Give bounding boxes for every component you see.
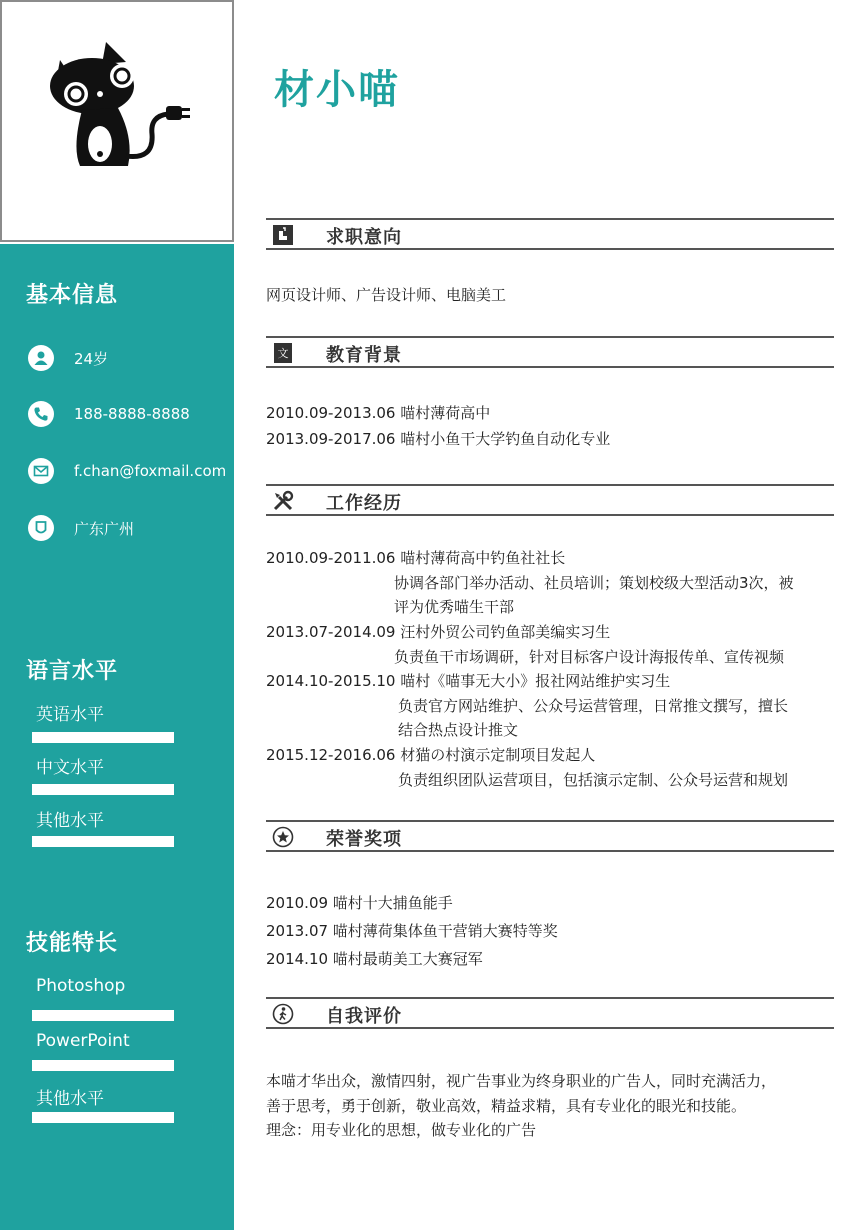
- work-line: 负责官方网站维护、公众号运营管理，日常推文撰写，擅长: [398, 697, 789, 715]
- work-line: 2014.10-2015.10 喵村《喵事无大小》报社网站维护实习生: [266, 672, 671, 690]
- skill-label-photoshop: Photoshop: [36, 976, 126, 996]
- location-icon: [28, 515, 54, 541]
- skill-bar-powerpoint: [32, 1060, 174, 1071]
- skill-label-powerpoint: PowerPoint: [36, 1031, 130, 1051]
- work-line: 结合热点设计推文: [398, 721, 519, 739]
- language-label-english: 英语水平: [36, 705, 104, 725]
- honor-line: 2014.10 喵村最萌美工大赛冠军: [266, 950, 483, 968]
- language-bar-english: [32, 732, 174, 743]
- email-row: [28, 457, 226, 485]
- mail-icon: [28, 458, 54, 484]
- person-icon: [28, 345, 54, 371]
- language-heading: 语言水平: [26, 659, 119, 684]
- email-text[interactable]: f.chan@foxmail.com: [74, 462, 227, 480]
- self-line: 本喵才华出众，激情四射，视广告事业为终身职业的广告人，同时充满活力，: [266, 1072, 777, 1090]
- language-bar-chinese: [32, 784, 174, 795]
- book-icon: [272, 342, 294, 364]
- self-title: 自我评价: [326, 1006, 402, 1027]
- self-section-header: [266, 997, 834, 1029]
- language-bar-other: [32, 836, 174, 847]
- star-icon: [272, 826, 294, 848]
- language-label-other: 其他水平: [36, 811, 104, 831]
- sidebar: [0, 244, 234, 1230]
- skill-label-other: 其他水平: [36, 1089, 104, 1109]
- briefcase-icon: [272, 224, 294, 246]
- education-line: 2010.09-2013.06 喵村薄荷高中: [266, 404, 491, 422]
- education-section-header: [266, 336, 834, 368]
- tools-icon: [272, 490, 294, 512]
- work-line: 2015.12-2016.06 材猫の村演示定制项目发起人: [266, 746, 596, 764]
- skills-heading: 技能特长: [26, 931, 119, 956]
- cat-avatar-icon: [42, 38, 192, 173]
- education-title: 教育背景: [326, 345, 402, 366]
- objective-title: 求职意向: [326, 227, 402, 248]
- age-row: [28, 344, 108, 372]
- work-line: 负责鱼干市场调研，针对目标客户设计海报传单、宣传视频: [394, 648, 785, 666]
- skill-bar-other: [32, 1112, 174, 1123]
- phone-icon: [28, 401, 54, 427]
- objective-text: 网页设计师、广告设计师、电脑美工: [266, 286, 507, 304]
- location-text: 广东广州: [74, 519, 135, 538]
- skill-bar-photoshop: [32, 1010, 174, 1021]
- svg-text:文: 文: [277, 347, 289, 360]
- education-line: 2013.09-2017.06 喵村小鱼干大学钓鱼自动化专业: [266, 430, 611, 448]
- language-label-chinese: 中文水平: [36, 758, 104, 778]
- work-section-header: [266, 484, 834, 516]
- phone-row: [28, 400, 190, 428]
- self-line: 理念：用专业化的思想，做专业化的广告: [266, 1121, 537, 1139]
- work-line: 2010.09-2011.06 喵村薄荷高中钓鱼社社长: [266, 549, 566, 567]
- honor-line: 2010.09 喵村十大捕鱼能手: [266, 894, 453, 912]
- basic-info-heading: 基本信息: [26, 283, 119, 308]
- objective-section-header: [266, 218, 834, 250]
- candidate-name: 材小喵: [274, 67, 400, 113]
- profile-photo: [0, 0, 234, 242]
- work-line: 评为优秀喵生干部: [394, 598, 515, 616]
- age-text: 24岁: [74, 349, 109, 368]
- work-title: 工作经历: [326, 493, 402, 514]
- honors-title: 荣誉奖项: [326, 829, 402, 850]
- work-line: 2013.07-2014.09 汪村外贸公司钓鱼部美编实习生: [266, 623, 611, 641]
- location-row: [28, 514, 134, 542]
- honor-line: 2013.07 喵村薄荷集体鱼干营销大赛特等奖: [266, 922, 558, 940]
- walking-person-icon: [272, 1003, 294, 1025]
- work-line: 负责组织团队运营项目，包括演示定制、公众号运营和规划: [398, 771, 789, 789]
- self-line: 善于思考，勇于创新，敬业高效，精益求精，具有专业化的眼光和技能。: [266, 1097, 747, 1115]
- work-line: 协调各部门举办活动、社员培训；策划校级大型活动3次，被: [394, 574, 794, 592]
- honors-section-header: [266, 820, 834, 852]
- phone-text[interactable]: 188-8888-8888: [74, 405, 190, 423]
